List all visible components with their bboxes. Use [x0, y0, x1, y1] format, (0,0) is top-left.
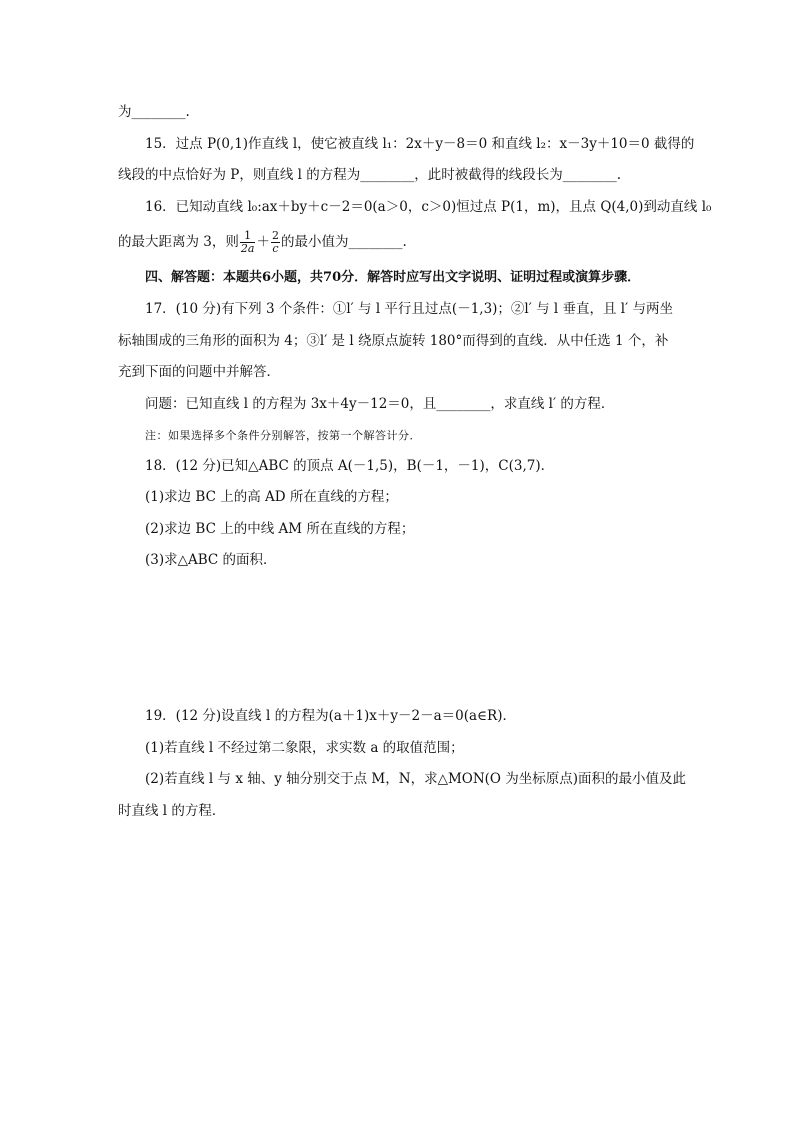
- q18-part-3: (3)求△ABC 的面积．: [145, 552, 277, 568]
- fraction-2-numerator: 2: [271, 229, 279, 242]
- q18-part-2: (2)求边 BC 上的中线 AM 所在直线的方程；: [145, 521, 415, 537]
- q19-part-1: (1)若直线 l 不经过第二象限，求实数 a 的取值范围；: [145, 740, 464, 756]
- q15-line-1: 15．过点 P(0,1)作直线 l，使它被直线 l₁：2x＋y－8＝0 和直线 l₂：x－3y＋10＝0 截得的: [145, 136, 695, 152]
- q17-line-1: 17．(10 分)有下列 3 个条件：①l′ 与 l 平行且过点(－1,3)；②l′ 与 l 垂直，且 l′ 与两坐: [145, 301, 673, 317]
- fraction-2: [271, 230, 280, 255]
- answer-blank-line: 为________.: [118, 104, 190, 120]
- q16-text-b: 的最小值为________.: [280, 234, 407, 250]
- fraction-1-denominator: 2a: [240, 242, 255, 255]
- fraction-2-denominator: c: [272, 242, 279, 255]
- fraction-1: [240, 230, 256, 255]
- q17-note: 注：如果选择多个条件分别解答，按第一个解答计分．: [145, 429, 421, 442]
- q16-line-2: [118, 230, 688, 255]
- q16-line-1: 16．已知动直线 l₀:ax＋by＋c－2＝0(a＞0，c＞0)恒过点 P(1，m)，且点 Q(4,0)到动直线 l₀: [145, 199, 712, 215]
- q17-line-2: 标轴围成的三角形的面积为 4；③l′ 是 l 绕原点旋转 180°而得到的直线．从中任选 1 个，补: [118, 333, 669, 349]
- q17-line-3: 充到下面的问题中并解答．: [118, 364, 280, 380]
- plus-sign: ＋: [256, 234, 270, 250]
- q19-part-3: 时直线 l 的方程．: [118, 803, 226, 819]
- section-heading: 四、解答题：本题共6小题，共70分．解答时应写出文字说明、证明过程或演算步骤．: [145, 270, 641, 285]
- q19-part-2: (2)若直线 l 与 x 轴、y 轴分别交于点 M，N，求△MON(O 为坐标原点)面积的最小值及此: [145, 771, 687, 787]
- q18-line-1: 18．(12 分)已知△ABC 的顶点 A(－1,5)，B(－1，－1)，C(3,7)．: [145, 458, 555, 474]
- q18-part-1: (1)求边 BC 上的高 AD 所在直线的方程；: [145, 489, 398, 505]
- q17-problem: 问题：已知直线 l 的方程为 3x＋4y－12＝0，且________，求直线 l′ 的方程．: [145, 396, 615, 412]
- q19-line-1: 19．(12 分)设直线 l 的方程为(a＋1)x＋y－2－a＝0(a∈R)．: [145, 708, 516, 724]
- fraction-1-numerator: 1: [240, 230, 256, 243]
- q16-text-a: 的最大距离为 3，则: [118, 234, 239, 250]
- q15-line-2: 线段的中点恰好为 P，则直线 l 的方程为________，此时被截得的线段长为________.: [118, 167, 622, 183]
